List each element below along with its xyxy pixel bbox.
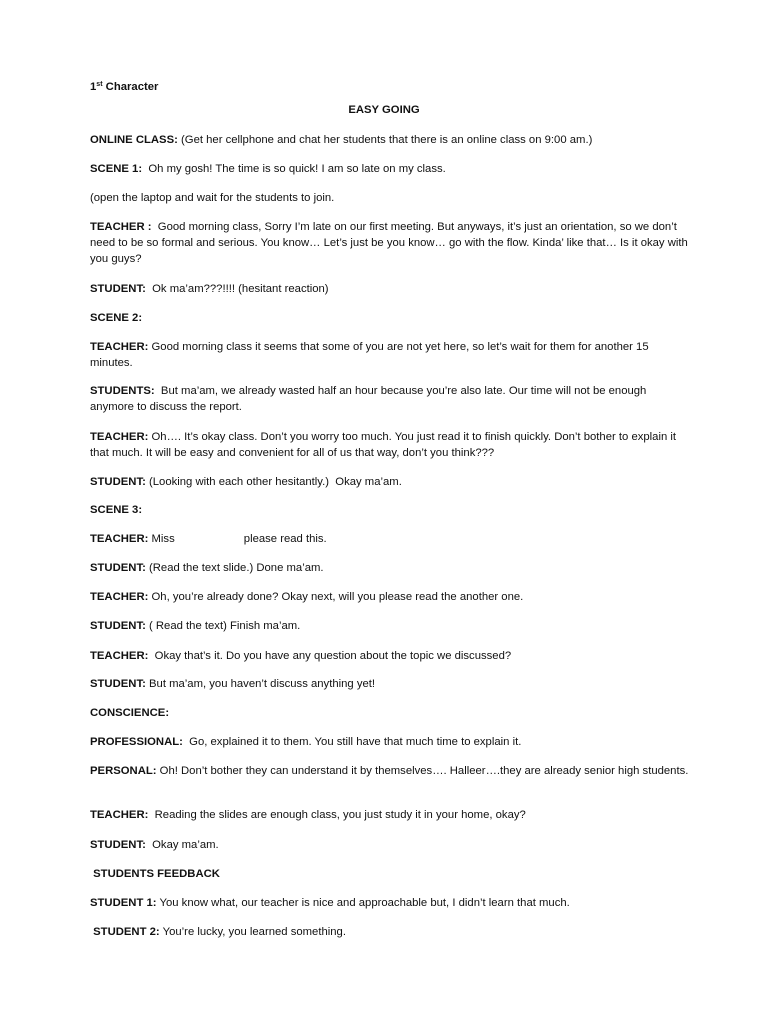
script-line: PERSONAL: Oh! Don’t bother they can understand it by themselves…. Halleer….they are already senior high students.	[90, 765, 689, 777]
script-line: STUDENTS: But ma’am, we already wasted half an hour because you’re also late. Our time will not be enough anymore to discuss the report.	[90, 385, 650, 413]
script-line: STUDENT: ( Read the text) Finish ma’am.	[90, 620, 301, 632]
script-line: STUDENT 1: You know what, our teacher is nice and approachable but, I didn’t learn that much.	[90, 897, 570, 909]
document-title: EASY GOING	[348, 104, 420, 116]
script-line: TEACHER : Good morning class, Sorry I’m late on our first meeting. But anyways, it’s just an orientation, so we don’t need to be so formal and serious. You know… Let’s just be you know… go with the flow. Kinda’ like that… Is it okay with you guys?	[90, 221, 691, 265]
script-line: STUDENT: Okay ma’am.	[90, 839, 219, 851]
script-line: PROFESSIONAL: Go, explained it to them. You still have that much time to explain it.	[90, 736, 522, 748]
script-line: TEACHER: Oh…. It’s okay class. Don’t you worry too much. You just read it to finish quickly. Don’t bother to explain it that much. It will be easy and convenient for all of us that way, don’t you think???	[90, 431, 680, 459]
script-line: TEACHER: Good morning class it seems that some of you are not yet here, so let’s wait for them for another 15 minutes.	[90, 341, 652, 369]
script-line: TEACHER: Okay that’s it. Do you have any question about the topic we discussed?	[90, 650, 512, 662]
script-line: TEACHER: Miss please read this.	[90, 533, 327, 545]
script-line: STUDENTS FEEDBACK	[90, 868, 220, 880]
script-line: STUDENT 2: You’re lucky, you learned something.	[90, 926, 346, 938]
script-line: CONSCIENCE:	[90, 707, 170, 719]
script-line: STUDENT: (Looking with each other hesitantly.) Okay ma’am.	[90, 476, 402, 488]
script-line: STUDENT: But ma’am, you haven’t discuss anything yet!	[90, 678, 376, 690]
script-line: SCENE 2:	[90, 312, 143, 324]
script-line: TEACHER: Reading the slides are enough class, you just study it in your home, okay?	[90, 809, 526, 821]
script-line: SCENE 1: Oh my gosh! The time is so quick! I am so late on my class.	[90, 163, 446, 175]
character-heading: 1st Character	[90, 81, 159, 93]
script-line: ONLINE CLASS: (Get her cellphone and chat her students that there is an online class on 9:00 am.)	[90, 134, 593, 146]
script-line: STUDENT: (Read the text slide.) Done ma’am.	[90, 562, 324, 574]
script-line: (open the laptop and wait for the students to join.	[90, 192, 335, 204]
script-line: SCENE 3:	[90, 504, 143, 516]
script-line: TEACHER: Oh, you’re already done? Okay next, will you please read the another one.	[90, 591, 524, 603]
script-line: STUDENT: Ok ma’am???!!!! (hesitant reaction)	[90, 283, 329, 295]
